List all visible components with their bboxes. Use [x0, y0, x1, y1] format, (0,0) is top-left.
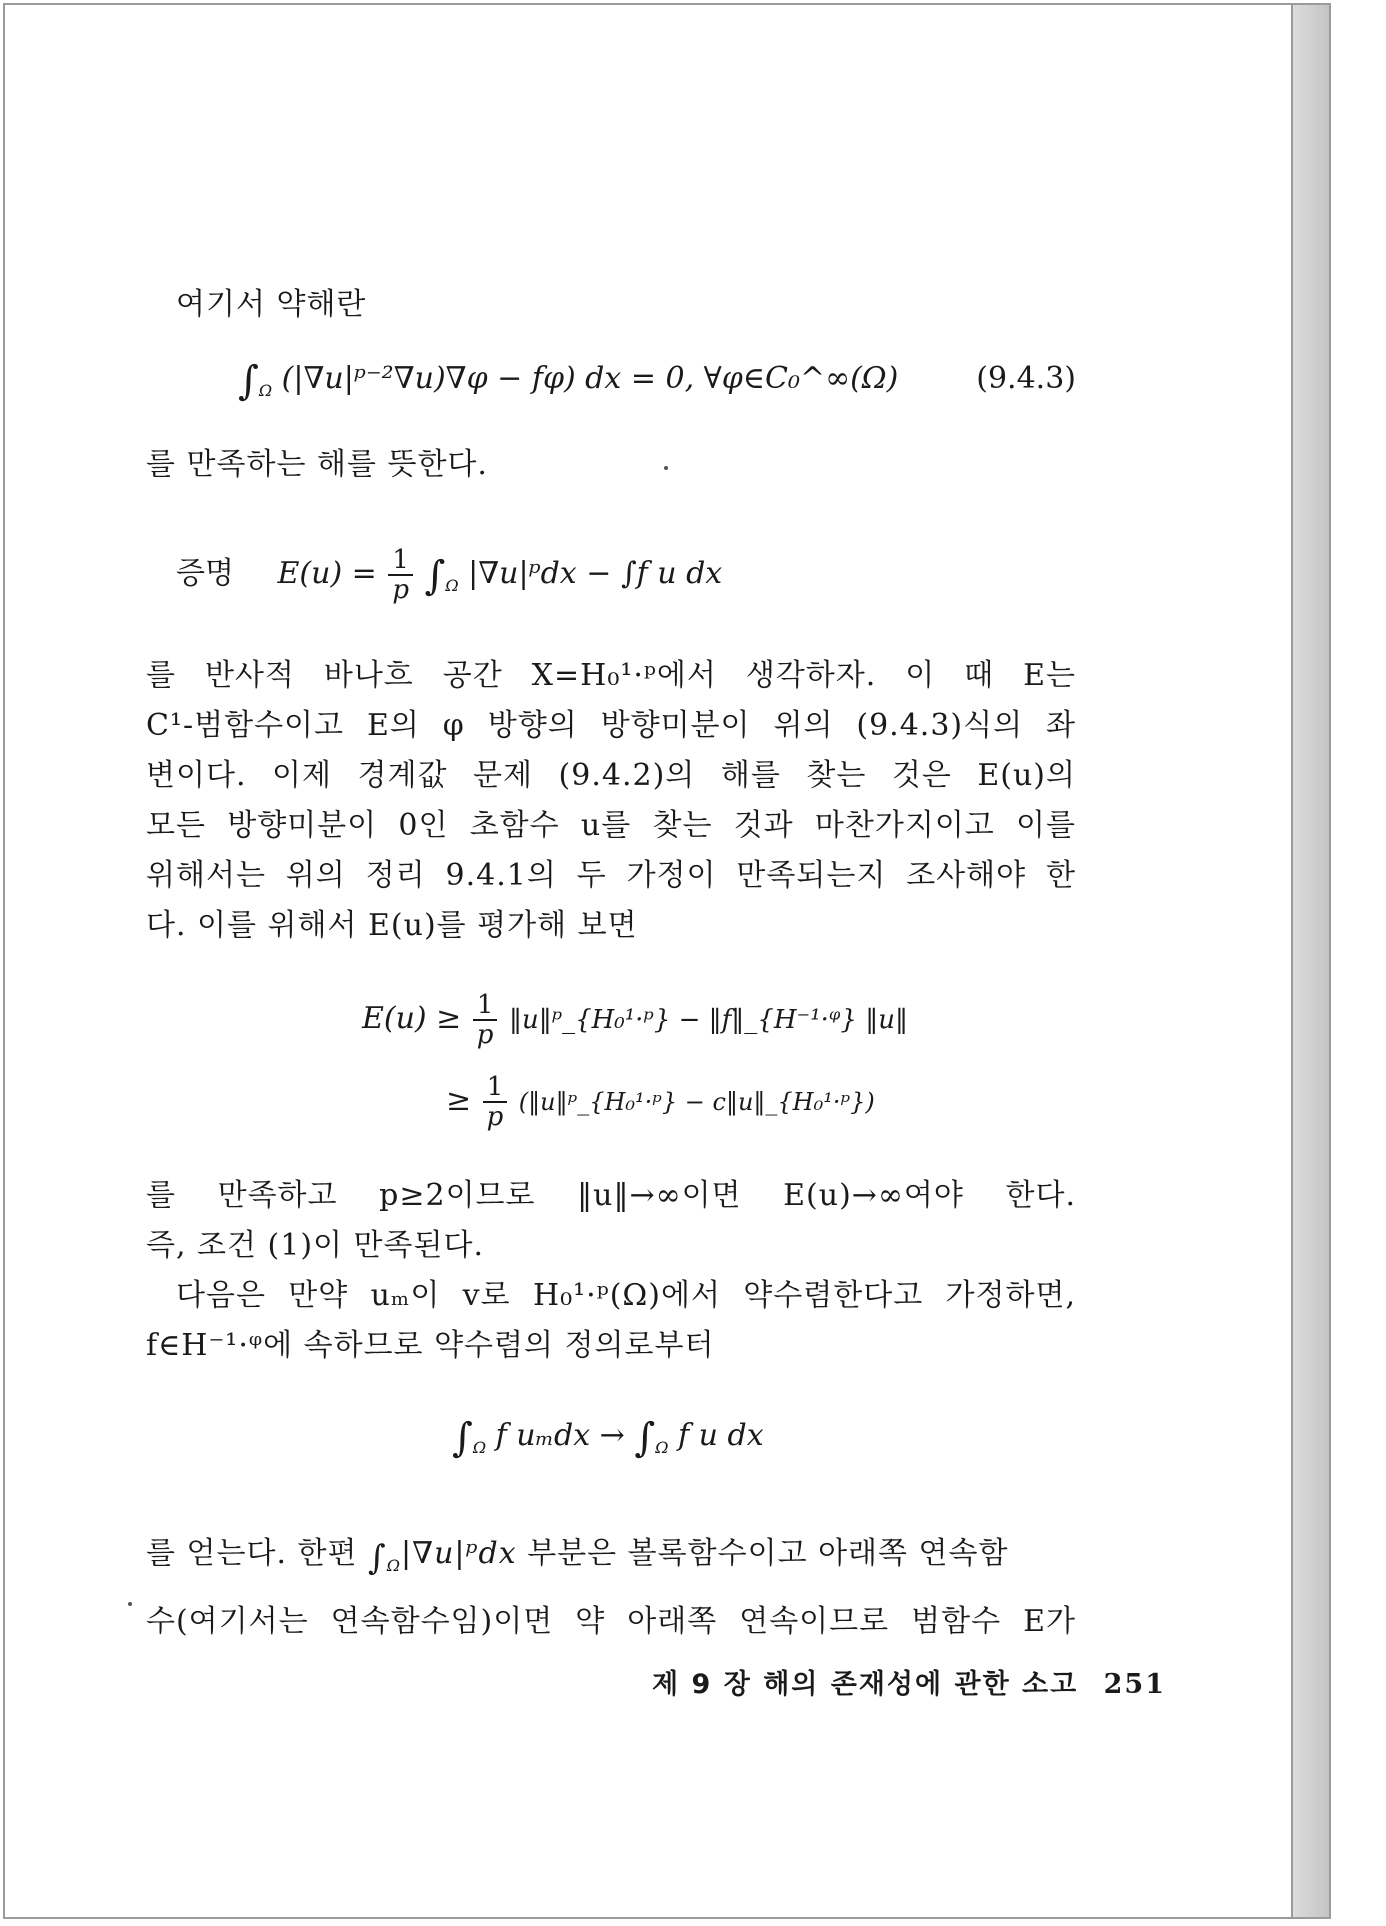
fraction-numerator: 1 [483, 1073, 508, 1103]
proof-energy-line [146, 546, 1076, 611]
fraction-denominator: p [486, 1102, 504, 1132]
integral-domain: Ω [445, 576, 459, 595]
after-equation-line [146, 440, 1076, 490]
print-speck [664, 466, 668, 470]
fraction-numerator: 1 [388, 546, 413, 576]
paragraph-1-line-5 [146, 851, 1076, 901]
weak-convergence-equation [146, 1411, 1076, 1473]
energy-rhs: |∇u|ᵖdx − ∫f u dx [468, 556, 723, 591]
chapter-title: 제 9 장 해의 존재성에 관한 소고 [652, 1669, 1079, 1700]
paragraph-2-line-1 [146, 1171, 1076, 1221]
fraction-1-over-p [483, 1073, 508, 1131]
print-speck [128, 1602, 132, 1606]
inline-integral: |∇u|ᵖdx [401, 1536, 517, 1571]
paragraph-text: 다음은 만약 uₘ이 v로 H₀¹·ᵖ(Ω)에서 약수렴한다고 가정하면, [176, 1278, 1076, 1313]
fraction-denominator: p [476, 1020, 494, 1050]
paragraph-text: 수(여기서는 연속함수임)이면 약 아래쪽 연속이므로 범함수 E가 [146, 1604, 1076, 1639]
paragraph-text: 를 얻는다. 한편 [146, 1536, 358, 1571]
paragraph-1-line-1 [146, 651, 1076, 701]
paragraph-1-line-3 [146, 751, 1076, 801]
integral-sign: ∫ [368, 1538, 387, 1578]
paragraph-text: 즉, 조건 (1)이 만족된다. [146, 1228, 485, 1263]
page-body [146, 280, 1076, 1647]
inequality-line-1 [146, 991, 1076, 1049]
convergence-left: f uₘdx → [495, 1418, 625, 1453]
after-equation-text: 를 만족하는 해를 뜻한다. [146, 447, 488, 482]
intro-line [146, 280, 1076, 330]
fraction-numerator: 1 [473, 991, 498, 1021]
inequality-line-2 [146, 1073, 1076, 1131]
paragraph-text: 를 만족하고 p≥2이므로 ‖u‖→∞이면 E(u)→∞여야 한다. [146, 1178, 1076, 1213]
page-stack-edge [1293, 3, 1331, 1919]
integral-sign: ∫ [452, 1415, 473, 1461]
paragraph-3-line-1 [146, 1271, 1076, 1321]
equation-9-4-3-body: (|∇u|ᵖ⁻²∇u)∇φ − fφ) dx = 0, ∀φ∈C₀^∞(Ω) [281, 361, 899, 396]
equation-number: (9.4.3) [976, 361, 1076, 396]
paragraph-2-line-2 [146, 1221, 1076, 1271]
paragraph-4-line-2 [146, 1597, 1076, 1647]
paragraph-text: C¹-범함수이고 E의 φ 방향의 방향미분이 위의 (9.4.3)식의 좌 [146, 708, 1076, 743]
paragraph-text: 모든 방향미분이 0인 초함수 u를 찾는 것과 마찬가지이고 이를 [146, 808, 1076, 843]
paragraph-1-line-4 [146, 801, 1076, 851]
paragraph-text: 위해서는 위의 정리 9.4.1의 두 가정이 만족되는지 조사해야 한 [146, 858, 1076, 893]
paragraph-1-line-2 [146, 701, 1076, 751]
integral-domain: Ω [472, 1438, 487, 1457]
integral-sign: ∫ [238, 358, 259, 404]
equation-9-4-3 [146, 354, 1076, 416]
integral-domain: Ω [258, 381, 273, 400]
intro-text: 여기서 약해란 [176, 287, 367, 322]
running-footer [652, 1662, 1166, 1701]
paragraph-text: 변이다. 이제 경계값 문제 (9.4.2)의 해를 찾는 것은 E(u)의 [146, 758, 1076, 793]
page-number: 251 [1103, 1669, 1166, 1700]
integral-sign: ∫ [634, 1415, 656, 1461]
paragraph-text: f∈H⁻¹·ᵠ에 속하므로 약수렴의 정의로부터 [146, 1328, 715, 1363]
fraction-1-over-p [388, 546, 413, 604]
paragraph-1-line-6 [146, 901, 1076, 951]
paragraph-text: 를 반사적 바나흐 공간 X=H₀¹·ᵖ에서 생각하자. 이 때 E는 [146, 658, 1076, 693]
inequality-1-lhs: E(u) ≥ [362, 1001, 462, 1036]
convergence-right: f u dx [678, 1418, 764, 1453]
fraction-1-over-p [473, 991, 498, 1049]
paragraph-text: 다. 이를 위해서 E(u)를 평가해 보면 [146, 908, 638, 943]
integral-domain: Ω [655, 1438, 669, 1457]
paragraph-4-line-1 [146, 1529, 1076, 1591]
integral-sign: ∫ [424, 553, 446, 599]
paragraph-text: 부분은 볼록함수이고 아래쪽 연속함 [527, 1536, 1009, 1571]
inequality-2-lhs: ≥ [446, 1083, 472, 1118]
inequality-1-rhs: ‖u‖ᵖ_{H₀¹·ᵖ} − ‖f‖_{H⁻¹·ᵠ} ‖u‖ [508, 1005, 908, 1035]
fraction-denominator: p [392, 575, 409, 605]
inequality-2-rhs: (‖u‖ᵖ_{H₀¹·ᵖ} − c‖u‖_{H₀¹·ᵖ}) [518, 1088, 875, 1116]
paragraph-3-line-2 [146, 1321, 1076, 1371]
proof-label: 증명 [176, 556, 234, 591]
integral-domain: Ω [386, 1556, 402, 1575]
energy-lhs: E(u) = [277, 556, 377, 591]
